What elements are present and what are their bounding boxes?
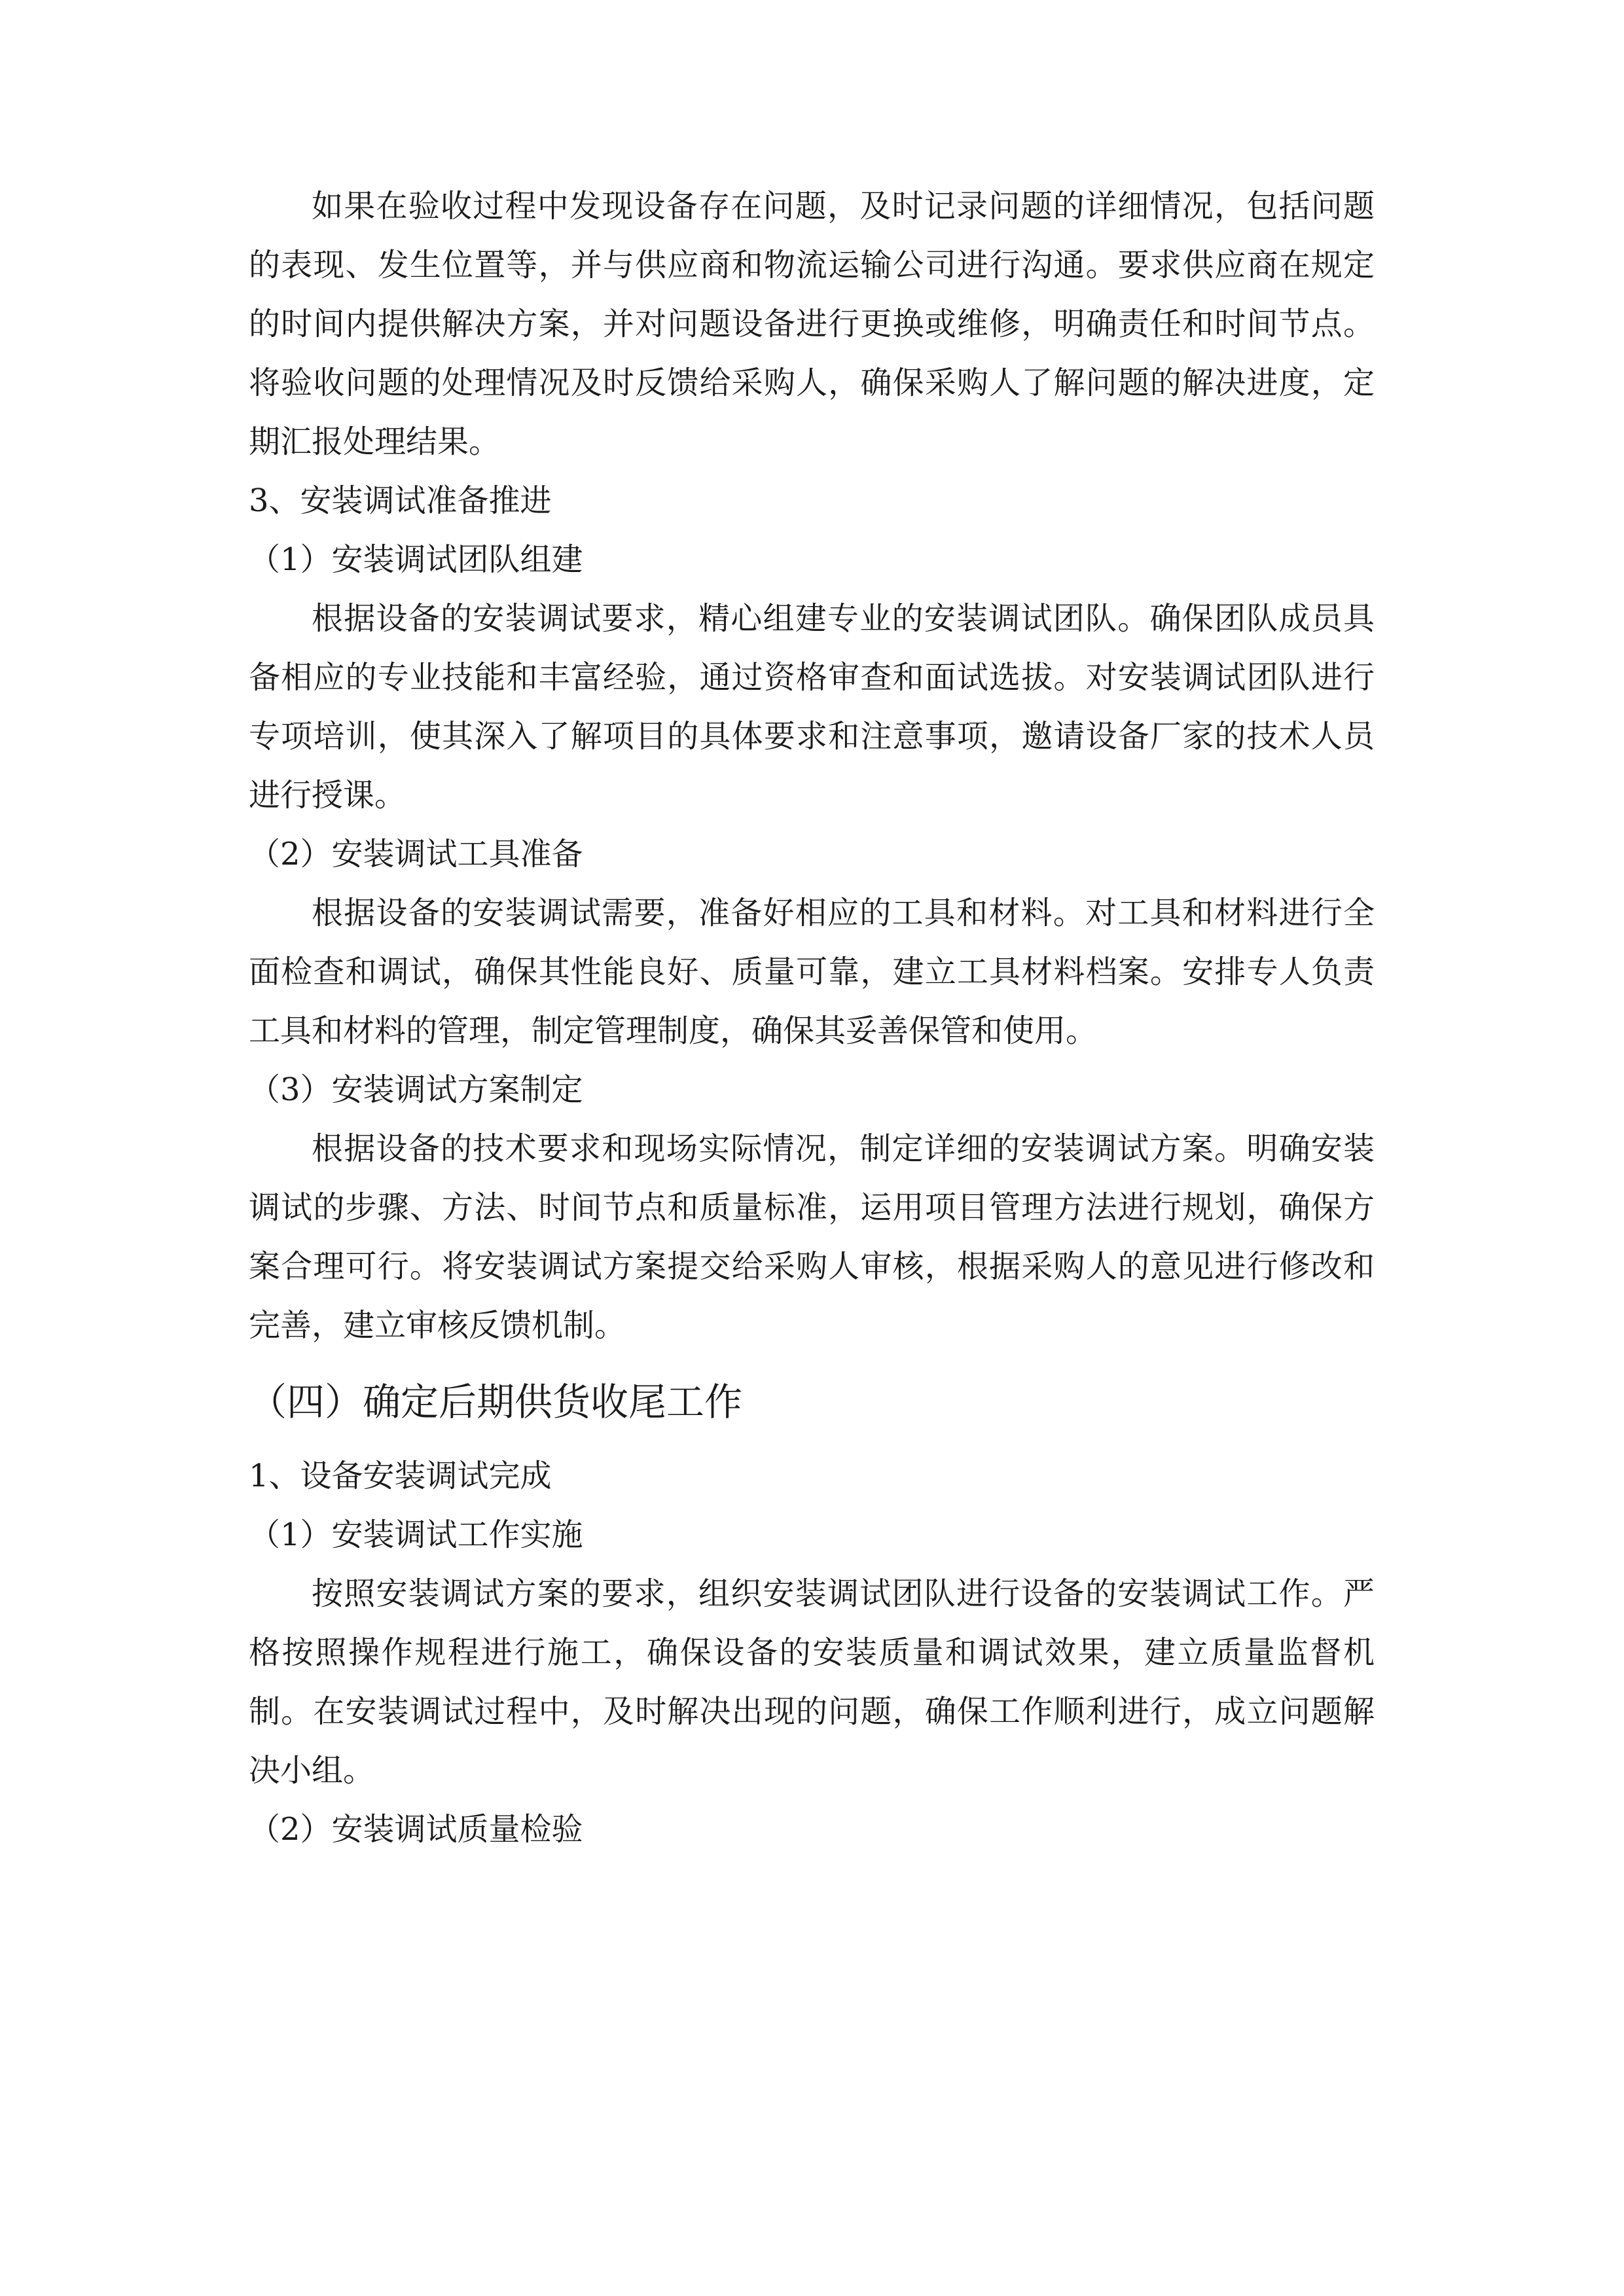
- document-page: [249, 177, 1375, 1859]
- subheading-tool-preparation: （2）安装调试工具准备: [249, 836, 583, 872]
- subheading-plan-formulation: （3）安装调试方案制定: [249, 1071, 583, 1108]
- heading-installation-preparation: 3、安装调试准备推进: [249, 482, 552, 519]
- paragraph-issue-handling: 如果在验收过程中发现设备存在问题，及时记录问题的详细情况，包括问题的表现、发生位置等，并与供应商和物流运输公司进行沟通。要求供应商在规定的时间内提供解决方案，并对问题设备进行更换或维修，明确责任和时间节点。将验收问题的处理情况及时反馈给采购人，确保采购人了解问题的解决进度，定期汇报处理结果。: [249, 188, 1375, 460]
- paragraph-plan-formulation: 根据设备的技术要求和现场实际情况，制定详细的安装调试方案。明确安装调试的步骤、方法、时间节点和质量标准，运用项目管理方法进行规划，确保方案合理可行。将安装调试方案提交给采购人审核，根据采购人的意见进行修改和完善，建立审核反馈机制。: [249, 1130, 1375, 1344]
- subheading-work-implementation: （1）安装调试工作实施: [249, 1516, 583, 1553]
- subheading-team-building: （1）安装调试团队组建: [249, 541, 583, 578]
- paragraph-work-implementation: 按照安装调试方案的要求，组织安装调试团队进行设备的安装调试工作。严格按照操作规程进行施工，确保设备的安装质量和调试效果，建立质量监督机制。在安装调试过程中，及时解决出现的问题，确保工作顺利进行，成立问题解决小组。: [249, 1575, 1375, 1789]
- subheading-quality-inspection: （2）安装调试质量检验: [249, 1811, 583, 1848]
- paragraph-team-building: 根据设备的安装调试要求，精心组建专业的安装调试团队。确保团队成员具备相应的专业技能和丰富经验，通过资格审查和面试选拔。对安装调试团队进行专项培训，使其深入了解项目的具体要求和注意事项，邀请设备厂家的技术人员进行授课。: [249, 600, 1375, 814]
- section-heading-final-delivery: （四）确定后期供货收尾工作: [249, 1380, 743, 1424]
- paragraph-tool-preparation: 根据设备的安装调试需要，准备好相应的工具和材料。对工具和材料进行全面检查和调试，确保其性能良好、质量可靠，建立工具材料档案。安排专人负责工具和材料的管理，制定管理制度，确保其妥善保管和使用。: [249, 895, 1375, 1049]
- heading-installation-completion: 1、设备安装调试完成: [249, 1458, 552, 1494]
